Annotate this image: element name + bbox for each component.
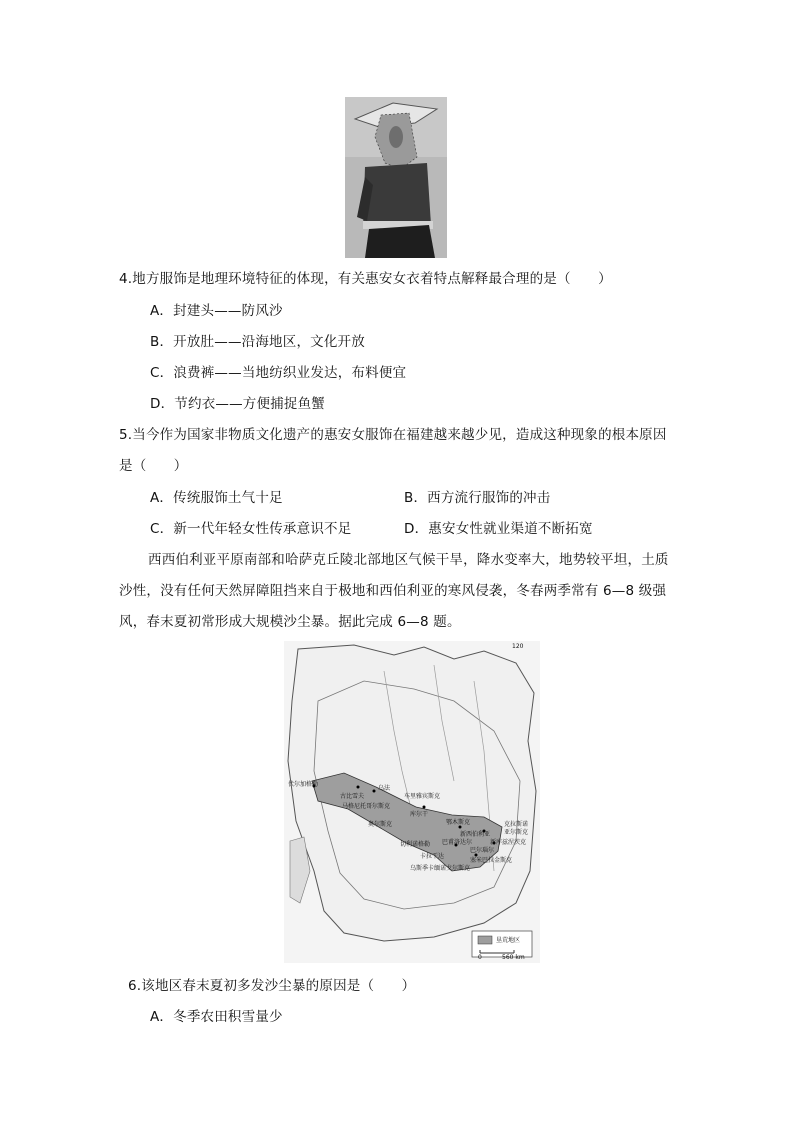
map-scale-label: 560 km	[502, 954, 525, 961]
q4-option-c[interactable]: C．浪费裤——当地纺织业发达，布料便宜	[150, 365, 407, 381]
map-label-kuibyshev: 古比雪夫	[340, 793, 365, 800]
passage-line-3: 风，春末夏初常形成大规模沙尘暴。据此完成 6—8 题。	[119, 614, 461, 630]
map-scale-zero: 0	[478, 954, 482, 961]
map-label-orsk: 奥尔斯克	[368, 821, 393, 828]
q4-option-d[interactable]: D．节约衣——方便捕捉鱼蟹	[150, 396, 325, 412]
q4-option-a[interactable]: A．封建头——防风沙	[150, 303, 283, 319]
q5-option-d[interactable]: D．惠安女性就业渠道不断拓宽	[404, 521, 593, 537]
map-label-barnaul: 巴尔瑙尔	[470, 847, 495, 854]
map-label-omsk: 鄂木斯克	[446, 819, 471, 826]
reclamation-map	[284, 641, 540, 963]
map-corner-number: 120	[512, 643, 524, 650]
map-label-tselinograd: 切利诺格勒	[400, 841, 431, 848]
map-label-novosibirsk: 新西伯利亚	[460, 831, 491, 838]
q5-stem-line1: 5.当今作为国家非物质文化遗产的惠安女服饰在福建越来越少见，造成这种现象的根本原因	[119, 427, 667, 443]
q5-stem-line2: 是（ ）	[119, 458, 188, 474]
q4-option-b[interactable]: B．开放肚——沿海地区，文化开放	[150, 334, 365, 350]
map-label-volgograd: 伏尔加格勒	[288, 781, 319, 788]
map-label-novokuznetsk: 新库兹涅茨克	[490, 839, 527, 846]
map-label-chelyabinsk: 车里雅宾斯克	[404, 793, 441, 800]
map-label-ust-kamenogorsk: 乌斯季卡缅诺戈尔斯克	[410, 865, 471, 872]
passage-line-2: 沙性，没有任何天然屏障阻挡来自于极地和西伯利亚的寒风侵袭，冬春两季常有 6—8 级强	[119, 583, 667, 599]
map-label-krasno: 克拉斯诺	[504, 821, 529, 828]
map-label-kurgan: 库尔干	[410, 811, 429, 818]
passage-line-1: 西西伯利亚平原南部和哈萨克丘陵北部地区气候干旱，降水变率大，地势较平坦，土质	[148, 552, 669, 568]
map-label-karaganda: 卡拉干达	[420, 853, 445, 860]
q6-stem: 6.该地区春末夏初多发沙尘暴的原因是（ ）	[128, 978, 416, 994]
map-legend-label: 垦荒地区	[496, 937, 521, 944]
map-label-magnitogorsk: 马格尼托哥尔斯克	[342, 803, 391, 810]
map-label-ufa: 乌法	[378, 785, 391, 792]
q5-option-c[interactable]: C．新一代年轻女性传承意识不足	[150, 521, 352, 537]
q5-option-a[interactable]: A．传统服饰土气十足	[150, 490, 283, 506]
q6-option-a[interactable]: A．冬季农田积雪量少	[150, 1009, 283, 1025]
q5-option-b[interactable]: B．西方流行服饰的冲击	[404, 490, 551, 506]
huian-woman-photo	[345, 97, 447, 258]
map-label-yarsk: 亚尔斯克	[504, 829, 529, 836]
q4-stem: 4.地方服饰是地理环境特征的体现，有关惠安女衣着特点解释最合理的是（ ）	[119, 271, 612, 287]
map-label-semipalatinsk: 塞米巴拉金斯克	[470, 857, 513, 864]
map-label-pavlodar: 巴甫洛达尔	[442, 839, 473, 846]
